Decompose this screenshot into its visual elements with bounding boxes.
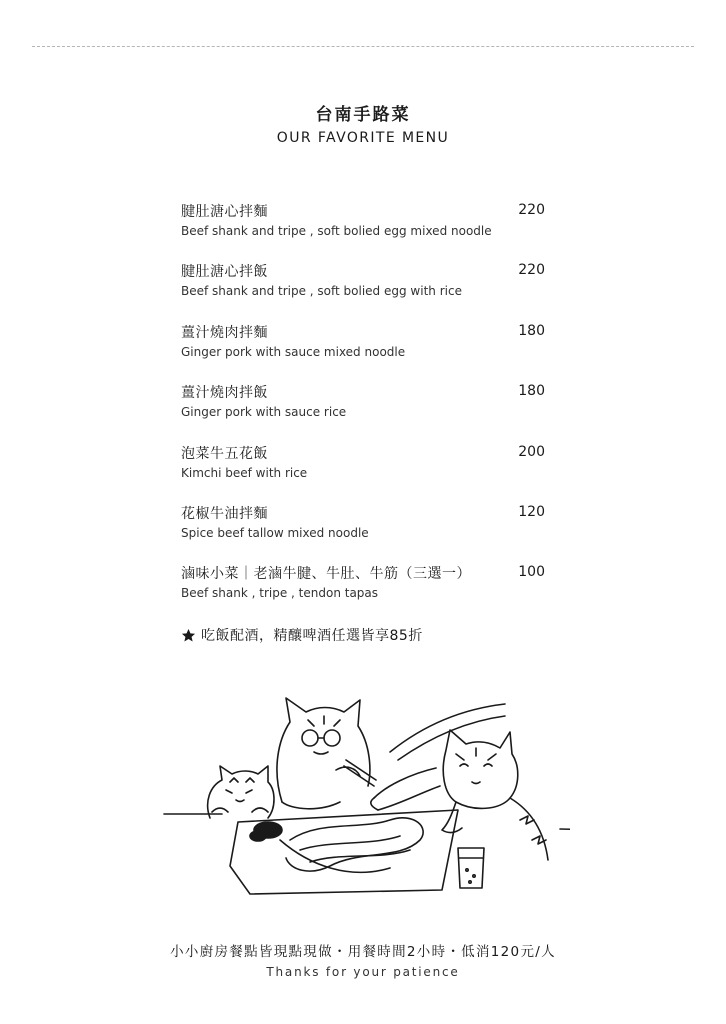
footer-thanks: Thanks for your patience	[266, 965, 460, 979]
page-title: 台南手路菜	[315, 105, 411, 125]
menu-item-english: Beef shank and tripe , soft bolied egg mixed noodle	[181, 224, 492, 238]
menu-item	[181, 443, 551, 503]
dashed-divider	[32, 46, 694, 47]
cats-eating-noodles-illustration	[160, 690, 570, 910]
menu-item-price: 200	[518, 443, 545, 460]
menu-item-english: Beef shank and tripe , soft bolied egg with rice	[181, 284, 462, 299]
menu-item-name: 滷味小菜｜老滷牛腱、牛肚、牛筋（三選一）	[181, 566, 471, 583]
menu-item	[181, 322, 551, 382]
menu-item-price: 220	[518, 262, 545, 279]
note-text: 吃飯配酒，精釀啤酒任選皆享85折	[201, 628, 423, 644]
menu-item-name: 薑汁燒肉拌麵	[181, 324, 268, 341]
footer-note: 小小廚房餐點皆現點現做・用餐時間2小時・低消120元/人	[170, 944, 556, 960]
menu-item-english: Beef shank , tripe , tendon tapas	[181, 586, 379, 601]
menu-item	[181, 201, 551, 261]
menu-item	[181, 563, 551, 623]
menu-item	[181, 261, 551, 321]
menu-item-price: 120	[518, 503, 545, 520]
menu-item	[181, 382, 551, 442]
page-subtitle: OUR FAVORITE MENU	[276, 130, 450, 146]
menu-item-name: 泡菜牛五花飯	[181, 445, 268, 462]
menu-item-name: 薑汁燒肉拌飯	[181, 385, 268, 402]
star-icon	[181, 628, 196, 643]
menu-item	[181, 503, 551, 563]
menu-item-english: Kimchi beef with rice	[181, 465, 308, 480]
menu-item-english: Spice beef tallow mixed noodle	[181, 525, 369, 540]
menu-item-name: 花椒牛油拌麵	[181, 505, 268, 522]
menu-item-price: 100	[518, 564, 545, 581]
menu-item-name: 腱肚溏心拌麵	[181, 204, 268, 220]
menu-item-price: 180	[518, 322, 545, 339]
drink-discount-note	[181, 625, 423, 645]
menu-item-price: 180	[518, 383, 545, 400]
menu-item-english: Ginger pork with sauce mixed noodle	[181, 344, 406, 359]
menu-item-name: 腱肚溏心拌飯	[181, 264, 268, 281]
menu-list	[181, 201, 551, 624]
menu-item-english: Ginger pork with sauce rice	[181, 405, 347, 420]
menu-item-price: 220	[518, 202, 545, 218]
